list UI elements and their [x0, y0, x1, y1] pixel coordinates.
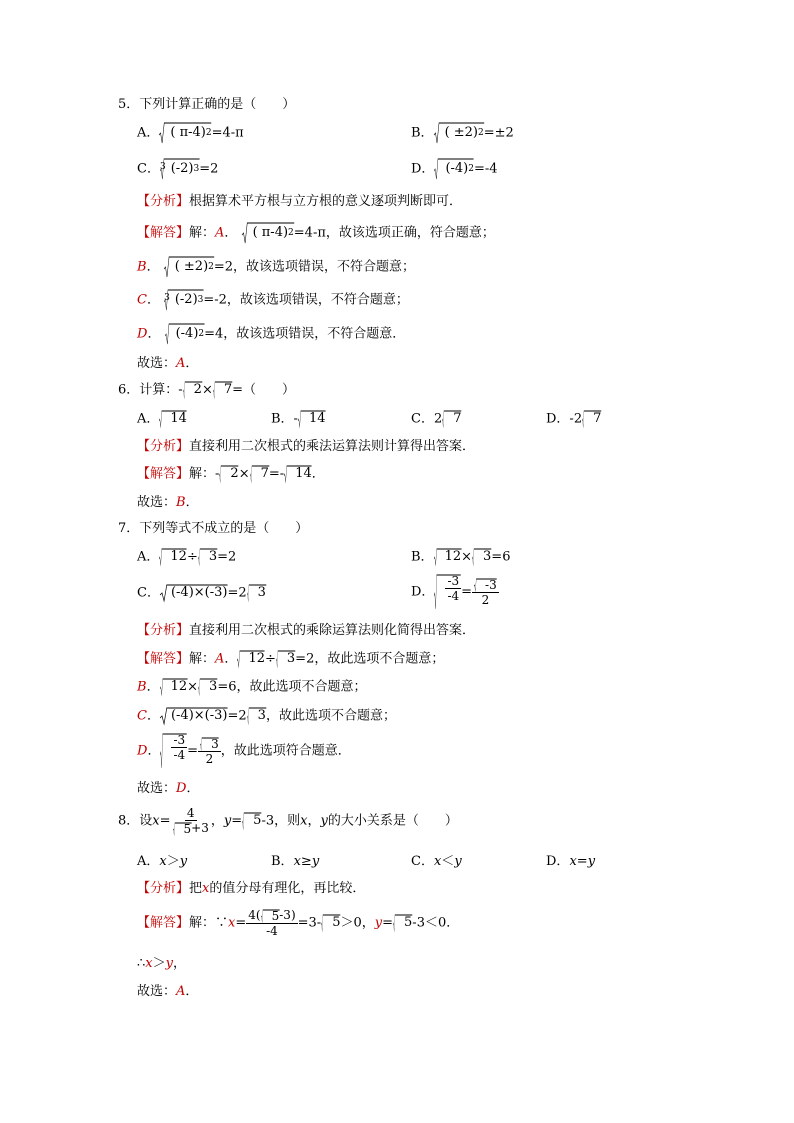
q7-analysis: [137, 622, 475, 640]
q7-stem: 7．下列等式不成立的是（ ）: [118, 521, 309, 536]
q5-answer-b: B． ( ±2)$^2$=2，故该选项错误，不符合题意；: [137, 256, 415, 278]
q6-option-b: B．- 14: [271, 411, 326, 427]
q7-answer-b: B． 12× 3=6，故此选项不合题意；: [137, 679, 367, 695]
analysis-text: 直接利用二次根式的乘法运算法则计算得出答案．: [189, 439, 476, 454]
q5-option-a: A． ( π-4)$^2$=4-π: [137, 122, 244, 144]
q8-answer: 【解答】解：∵x= 4( 5-3) -4 =3- 5＞0，y= 5-3＜0．: [137, 908, 460, 938]
q7-option-a: A． 12÷ 3=2: [137, 549, 237, 565]
answer-tag: 【解答】: [137, 915, 190, 931]
q8-option-a: A．x＞y: [137, 854, 188, 869]
q5-answer-d: D． $(-4)^2=4$，故该选项错误，不符合题意．: [137, 323, 405, 345]
q6-option-a: A． 14: [137, 411, 187, 427]
q8-therefore: ∴x＞y，: [137, 956, 187, 971]
q6-analysis: [137, 438, 475, 456]
answer-tag: 【解答】: [137, 466, 190, 482]
q7-answer-a: 【解答】解：A． 12÷ 3=2，故此选项不合题意；: [137, 651, 445, 667]
analysis-tag: 【分析】: [137, 194, 190, 209]
q8-option-c: C．x＜y: [411, 854, 462, 869]
q7-answer-c: C． (-4)×(-3)=2 3，故此选项不合题意；: [137, 708, 396, 724]
q8-option-b: B．x≥y: [271, 854, 320, 869]
q5-answer-c: C． $^3$ $(-2)^3=-2$，故该选项错误，不符合题意；: [137, 289, 409, 311]
q8-option-d: D．x=y: [546, 854, 596, 869]
analysis-text: 直接利用二次根式的乘除运算法则化简得出答案．: [189, 623, 476, 638]
q7-choice: 故选：D．: [137, 781, 200, 796]
q5-choice: 故选：A．: [137, 356, 199, 371]
analysis-tag: 【分析】: [137, 439, 190, 454]
q5-answer-a: 【解答】解：A． ( π-4)$^2$=4-π，故该选项正确，符合题意；: [137, 222, 495, 244]
q8-analysis: 【分析】把x的值分母有理化，再比较．: [137, 881, 366, 896]
q7-option-b: B． 12× 3=6: [411, 549, 511, 565]
answer-tag: 【解答】: [137, 651, 190, 667]
q6-stem: 6．计算：- 2× 7=（ ）: [118, 382, 296, 398]
analysis-tag: 【分析】: [137, 623, 190, 638]
q8-stem: 8．设x= $\frac{4}{5+3}$ ，y= 5-3，则x，y的大小关系是（ ）: [118, 806, 458, 836]
q7-option-c: C． (-4)×(-3)=2 3: [137, 585, 266, 601]
q5-option-c: C．$^3$ $(-2)^3=2$: [137, 158, 218, 180]
q8-choice: 故选：A．: [137, 984, 199, 999]
q7-answer-d: D． $\frac{-3}{-4}$ = $\frac{3}{2}$ ，故此选项符合题意．: [137, 733, 351, 769]
q6-answer: 【解答】解：- 2× 7=- 14．: [137, 466, 325, 482]
q6-option-c: C．2 7: [411, 411, 462, 427]
analysis-tag: 【分析】: [137, 881, 190, 896]
q6-choice: 故选：B．: [137, 495, 199, 510]
q6-option-d: D．-2 7: [546, 411, 602, 427]
analysis-text: 根据算术平方根与立方根的意义逐项判断即可．: [189, 194, 463, 209]
q5-stem: 5．下列计算正确的是（ ）: [118, 97, 296, 112]
q5-option-d: D． $(-4)^2=-4$: [411, 158, 498, 180]
q5-analysis: [137, 193, 462, 211]
q5-option-b: B． ( ±2)$^2$=±2: [411, 122, 514, 144]
q7-option-d: D． $\frac{-3}{-4}$ = $\frac{-3}{2}$: [411, 574, 499, 610]
answer-tag: 【解答】: [137, 225, 190, 241]
